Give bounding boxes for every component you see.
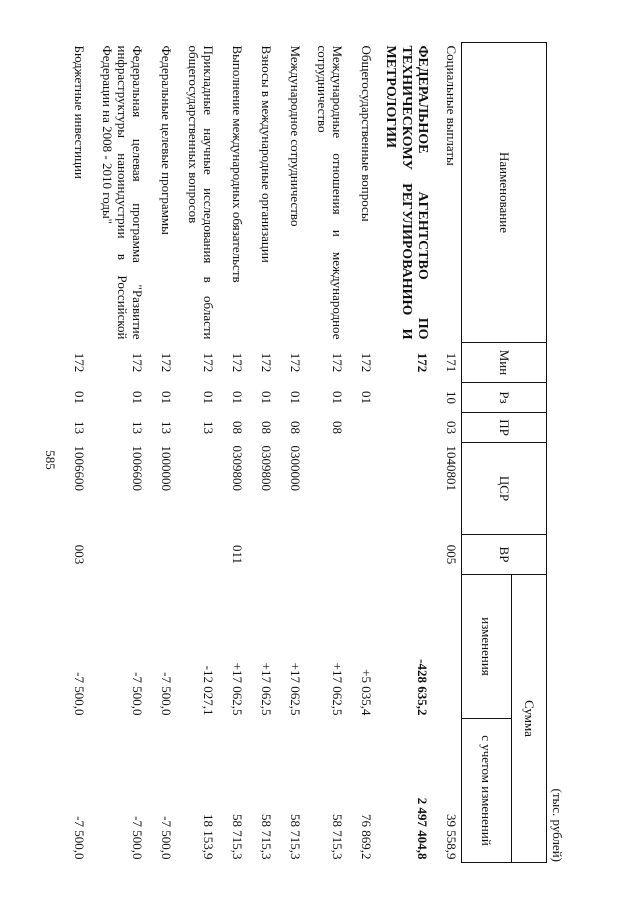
cell-rz: 01 bbox=[330, 391, 346, 404]
cell-min: 172 bbox=[330, 352, 346, 373]
table-row bbox=[248, 43, 277, 863]
cell-vr bbox=[348, 535, 377, 575]
cell-name: Бюджетные инвестиции bbox=[72, 45, 88, 179]
cell-csr: 1040801 bbox=[444, 445, 459, 491]
cell-rz: 01 bbox=[359, 391, 375, 404]
cell-name: Международные отношения и международное сотрудничество bbox=[315, 45, 346, 340]
cell-rz: 01 bbox=[72, 391, 88, 404]
cell-changes: -7 500,0 bbox=[159, 672, 175, 716]
cell-min: 172 bbox=[415, 352, 431, 373]
page-number: 585 bbox=[43, 450, 58, 470]
table-row-agency bbox=[377, 43, 433, 863]
cell-changes: +5 035,4 bbox=[359, 669, 375, 716]
header-rz: Рз bbox=[462, 383, 547, 413]
cell-vr bbox=[90, 535, 148, 575]
header-changes: изменения bbox=[462, 575, 512, 719]
cell-name: Международное сотрудничество bbox=[288, 45, 304, 227]
cell-with-changes: -7 500,0 bbox=[159, 816, 175, 860]
cell-with-changes: 58 715,3 bbox=[288, 814, 304, 860]
header-vr: ВР bbox=[462, 535, 547, 575]
cell-changes: +17 062,5 bbox=[330, 662, 346, 716]
units-note: (тыс. рублей) bbox=[550, 788, 565, 862]
cell-with-changes: 2 497 404,8 bbox=[415, 797, 431, 860]
cell-csr: 1006600 bbox=[72, 445, 88, 491]
table-row bbox=[61, 43, 90, 863]
cell-pr: 08 bbox=[259, 421, 275, 434]
header-pr: ПР bbox=[462, 413, 547, 443]
cell-min: 172 bbox=[259, 352, 275, 373]
cell-min: 172 bbox=[201, 352, 217, 373]
cell-vr bbox=[277, 535, 306, 575]
cell-with-changes: 58 715,3 bbox=[230, 814, 246, 860]
cell-rz: 01 bbox=[159, 391, 175, 404]
cell-with-changes: 58 715,3 bbox=[330, 814, 346, 860]
cell-csr bbox=[177, 443, 219, 535]
cell-with-changes: 39 558,9 bbox=[444, 814, 459, 860]
cell-changes: -428 635,2 bbox=[415, 659, 431, 716]
header-name: Наименование bbox=[462, 43, 547, 343]
cell-name: Федеральные целевые программы bbox=[159, 45, 175, 235]
cell-csr: 1000000 bbox=[159, 445, 175, 491]
budget-table-container bbox=[72, 42, 565, 862]
cell-min: 171 bbox=[444, 352, 459, 373]
cell-min: 172 bbox=[288, 352, 304, 373]
cell-csr bbox=[348, 443, 377, 535]
cell-pr: 08 bbox=[288, 421, 304, 434]
cell-csr: 1006600 bbox=[130, 445, 146, 491]
cell-pr: 13 bbox=[72, 421, 88, 434]
cell-min: 172 bbox=[230, 352, 246, 373]
cell-with-changes: -7 500,0 bbox=[130, 816, 146, 860]
cell-with-changes: 18 153,9 bbox=[201, 814, 217, 860]
budget-table bbox=[61, 42, 548, 863]
cell-vr bbox=[306, 535, 348, 575]
cell-vr: 011 bbox=[230, 544, 246, 565]
cell-vr bbox=[177, 535, 219, 575]
cell-changes: -7 500,0 bbox=[72, 672, 88, 716]
cell-pr: 13 bbox=[201, 421, 217, 434]
table-row bbox=[219, 43, 248, 863]
table-row bbox=[348, 43, 377, 863]
cell-min: 172 bbox=[159, 352, 175, 373]
cell-rz: 01 bbox=[288, 391, 304, 404]
table-row bbox=[306, 43, 348, 863]
cell-pr: 03 bbox=[444, 421, 459, 434]
cell-name: ФЕДЕРАЛЬНОЕ АГЕНТСТВО ПО ТЕХНИЧЕСКОМУ РЕГУЛИРОВАНИЮ И МЕТРОЛОГИИ bbox=[383, 45, 431, 340]
header-with-changes: с учетом изменений bbox=[462, 719, 512, 863]
cell-csr bbox=[377, 443, 433, 535]
cell-changes bbox=[433, 575, 462, 719]
cell-with-changes: -7 500,0 bbox=[72, 816, 88, 860]
cell-vr bbox=[148, 535, 177, 575]
table-row bbox=[148, 43, 177, 863]
cell-csr: 0309800 bbox=[230, 445, 246, 491]
cell-name: Общегосударственные вопросы bbox=[359, 45, 375, 222]
rotated-table-area bbox=[72, 42, 565, 862]
cell-csr: 0300000 bbox=[288, 445, 304, 491]
cell-name: Социальные выплаты bbox=[444, 45, 459, 166]
cell-pr: 08 bbox=[330, 421, 346, 434]
cell-vr bbox=[377, 535, 433, 575]
cell-name: Федеральная целевая программа "Развитие инфраструктуры наноиндустрии в Российской Федерации на 2008 - 2010 годы" bbox=[100, 45, 146, 340]
cell-pr: 13 bbox=[159, 421, 175, 434]
cell-rz: 01 bbox=[201, 391, 217, 404]
cell-changes: +17 062,5 bbox=[259, 662, 275, 716]
cell-pr: 08 bbox=[230, 421, 246, 434]
cell-rz: 10 bbox=[444, 391, 459, 404]
cell-changes: +17 062,5 bbox=[230, 662, 246, 716]
cell-min: 172 bbox=[359, 352, 375, 373]
table-row bbox=[90, 43, 148, 863]
table-row bbox=[433, 43, 462, 863]
cell-with-changes: 76 869,2 bbox=[359, 814, 375, 860]
cell-csr bbox=[306, 443, 348, 535]
cell-rz: 01 bbox=[259, 391, 275, 404]
cell-min: 172 bbox=[72, 352, 88, 373]
cell-name: Выполнение международных обязательств bbox=[230, 45, 246, 283]
cell-with-changes: 58 715,3 bbox=[259, 814, 275, 860]
cell-rz bbox=[377, 383, 433, 413]
cell-changes: -12 027,1 bbox=[201, 665, 217, 716]
cell-name: Взносы в международные организации bbox=[259, 45, 275, 263]
cell-changes: -7 500,0 bbox=[130, 672, 146, 716]
cell-pr bbox=[348, 413, 377, 443]
cell-min: 172 bbox=[130, 352, 146, 373]
cell-changes: +17 062,5 bbox=[288, 662, 304, 716]
cell-vr bbox=[248, 535, 277, 575]
cell-name: Прикладные научные исследования в области общегосударственных вопросов bbox=[186, 45, 217, 340]
cell-rz: 01 bbox=[130, 391, 146, 404]
header-sum: Сумма bbox=[512, 575, 547, 863]
header-min: Мин bbox=[462, 343, 547, 383]
cell-csr: 0309800 bbox=[259, 445, 275, 491]
cell-rz: 01 bbox=[230, 391, 246, 404]
table-row bbox=[177, 43, 219, 863]
table-row bbox=[277, 43, 306, 863]
cell-vr: 005 bbox=[444, 544, 459, 565]
cell-vr: 003 bbox=[72, 544, 88, 565]
cell-pr bbox=[377, 413, 433, 443]
cell-pr: 13 bbox=[130, 421, 146, 434]
header-csr: ЦСР bbox=[462, 443, 547, 535]
header-row-top bbox=[512, 43, 547, 863]
